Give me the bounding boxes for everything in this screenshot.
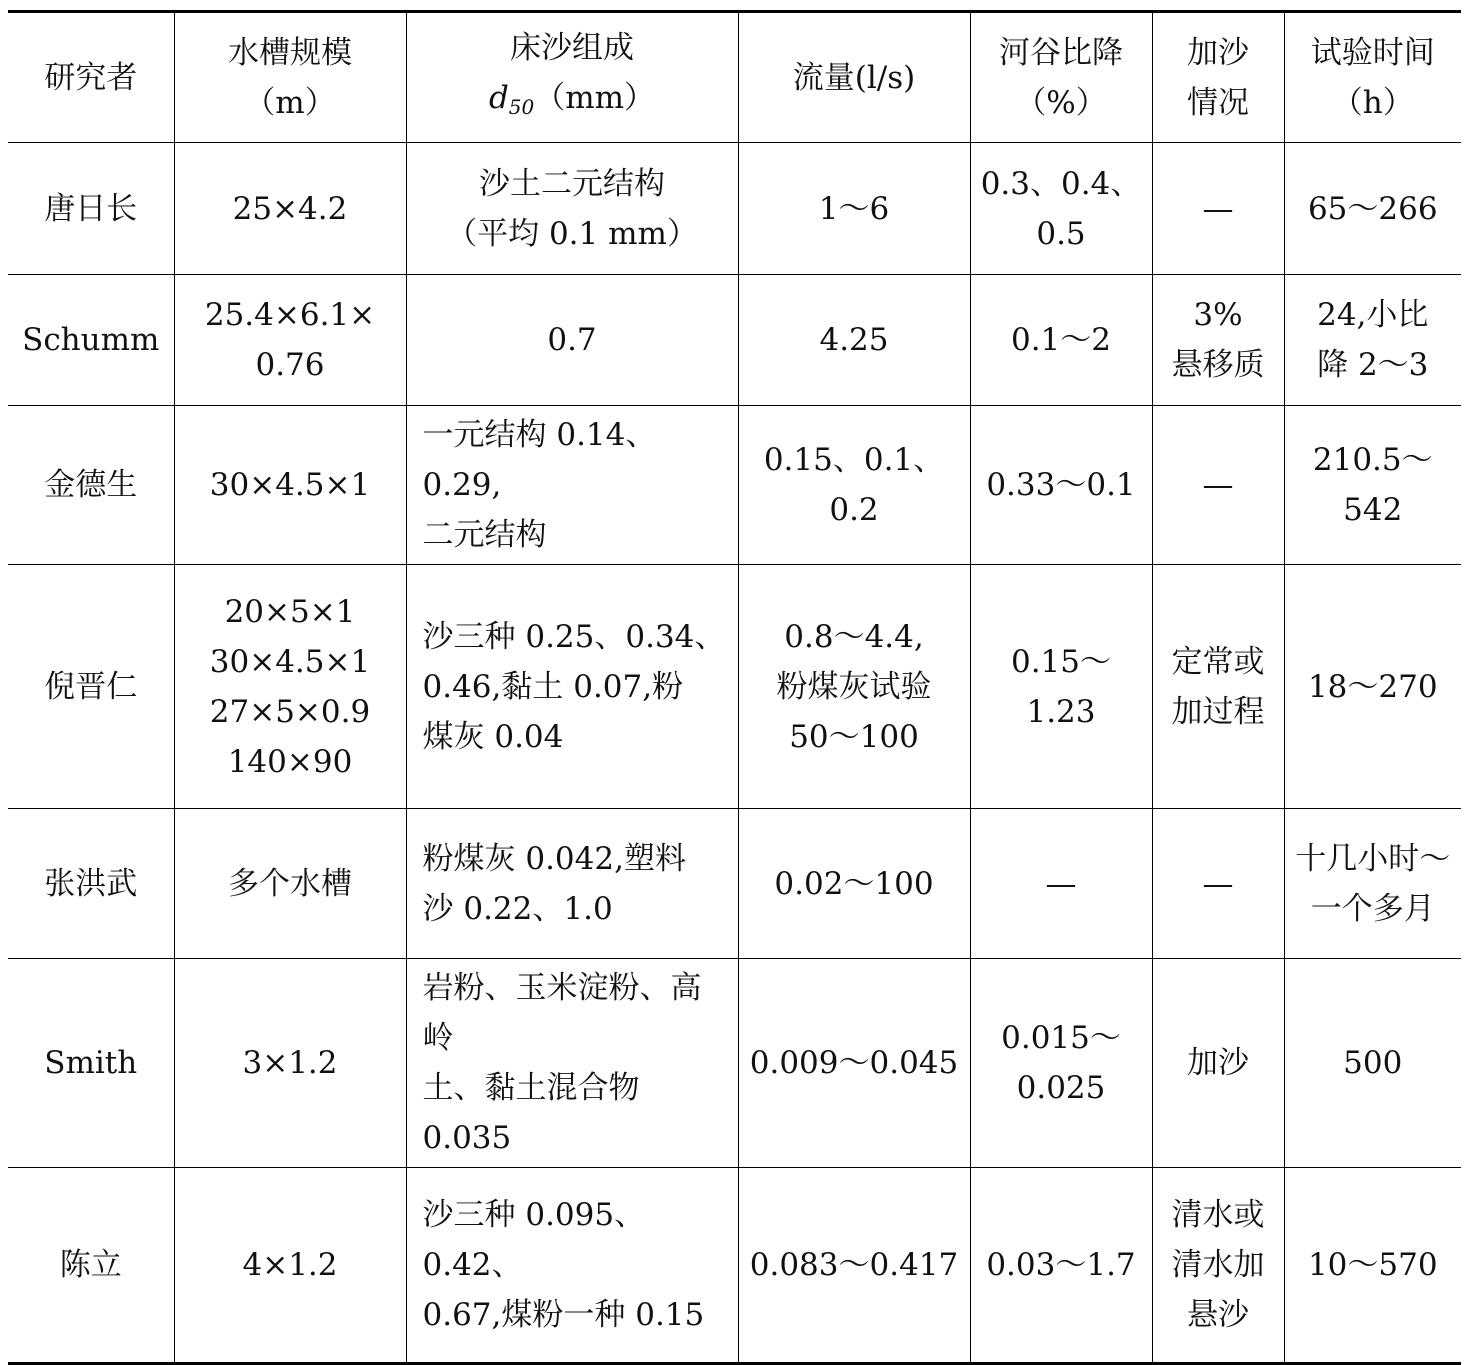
cell-scale: 多个水槽 <box>174 809 406 959</box>
cell-time: 65～266 <box>1284 143 1461 275</box>
cell-bed: 沙三种 0.25、0.34、 0.46,黏土 0.07,粉 煤灰 0.04 <box>406 565 738 809</box>
cell-scale: 20×5×1 30×4.5×1 27×5×0.9 140×90 <box>174 565 406 809</box>
cell-sand: — <box>1152 143 1284 275</box>
cell-bed: 一元结构 0.14、0.29, 二元结构 <box>406 406 738 565</box>
header-row <box>8 12 1461 143</box>
cell-researcher: 唐日长 <box>8 143 174 275</box>
header-sediment-supply: 加沙 情况 <box>1152 12 1284 143</box>
cell-sand: — <box>1152 406 1284 565</box>
header-flume-scale: 水槽规模 （m） <box>174 12 406 143</box>
bed-line-2: 土、黏土混合物 <box>422 1070 640 1106</box>
table-row <box>8 143 1461 275</box>
cell-flow: 0.083～0.417 <box>738 1168 970 1364</box>
cell-slope: 0.015～ 0.025 <box>970 959 1152 1168</box>
header-bed-material: 床沙组成 $d_{50}(mm)$ <box>406 12 738 143</box>
cell-researcher: 金德生 <box>8 406 174 565</box>
cell-flow: 0.8～4.4, 粉煤灰试验 50～100 <box>738 565 970 809</box>
cell-scale: 25.4×6.1× 0.76 <box>174 275 406 406</box>
table-container <box>8 10 1461 1365</box>
header-researcher: 研究者 <box>8 12 174 143</box>
cell-sand: 定常或 加过程 <box>1152 565 1284 809</box>
cell-flow: 4.25 <box>738 275 970 406</box>
cell-bed: 沙三种 0.095、0.42、 0.67,煤粉一种 0.15 <box>406 1168 738 1364</box>
table-row <box>8 406 1461 565</box>
cell-flow: 0.009～0.045 <box>738 959 970 1168</box>
cell-scale: 4×1.2 <box>174 1168 406 1364</box>
cell-time: 十几小时～ 一个多月 <box>1284 809 1461 959</box>
cell-time: 500 <box>1284 959 1461 1168</box>
cell-researcher: 陈立 <box>8 1168 174 1364</box>
cell-sand: — <box>1152 809 1284 959</box>
cell-flow: 0.02～100 <box>738 809 970 959</box>
cell-slope: — <box>970 809 1152 959</box>
table-row <box>8 275 1461 406</box>
cell-sand: 3% 悬移质 <box>1152 275 1284 406</box>
cell-sand: 清水或 清水加 悬沙 <box>1152 1168 1284 1364</box>
cell-time: 10～570 <box>1284 1168 1461 1364</box>
cell-researcher: Smith <box>8 959 174 1168</box>
table-row <box>8 959 1461 1168</box>
cell-bed: 粉煤灰 0.042,塑料 沙 0.22、1.0 <box>406 809 738 959</box>
cell-slope: 0.33～0.1 <box>970 406 1152 565</box>
cell-scale: 25×4.2 <box>174 143 406 275</box>
cell-scale: 3×1.2 <box>174 959 406 1168</box>
cell-bed: 0.7 <box>406 275 738 406</box>
header-valley-slope: 河谷比降 （%） <box>970 12 1152 143</box>
cell-slope: 0.15～1.23 <box>970 565 1152 809</box>
cell-flow: 0.15、0.1、0.2 <box>738 406 970 565</box>
bed-line-1: 岩粉、玉米淀粉、高岭 <box>422 970 702 1056</box>
cell-slope: 0.1～2 <box>970 275 1152 406</box>
header-discharge: 流量(l/s) <box>738 12 970 143</box>
flume-experiment-table <box>8 10 1461 1365</box>
table-row <box>8 809 1461 959</box>
cell-researcher: 倪晋仁 <box>8 565 174 809</box>
cell-flow: 1～6 <box>738 143 970 275</box>
cell-researcher: Schumm <box>8 275 174 406</box>
cell-slope: 0.03～1.7 <box>970 1168 1152 1364</box>
table-row <box>8 565 1461 809</box>
cell-researcher: 张洪武 <box>8 809 174 959</box>
cell-time: 24,小比 降 2～3 <box>1284 275 1461 406</box>
cell-scale: 30×4.5×1 <box>174 406 406 565</box>
table-row <box>8 1168 1461 1364</box>
cell-bed <box>406 959 738 1168</box>
cell-time: 210.5～ 542 <box>1284 406 1461 565</box>
cell-slope: 0.3、0.4、 0.5 <box>970 143 1152 275</box>
header-test-duration: 试验时间 （h） <box>1284 12 1461 143</box>
cell-bed: 沙土二元结构 （平均 0.1 mm） <box>406 143 738 275</box>
cell-sand: 加沙 <box>1152 959 1284 1168</box>
bed-line-3: 0.035 <box>422 1120 512 1156</box>
cell-time: 18～270 <box>1284 565 1461 809</box>
